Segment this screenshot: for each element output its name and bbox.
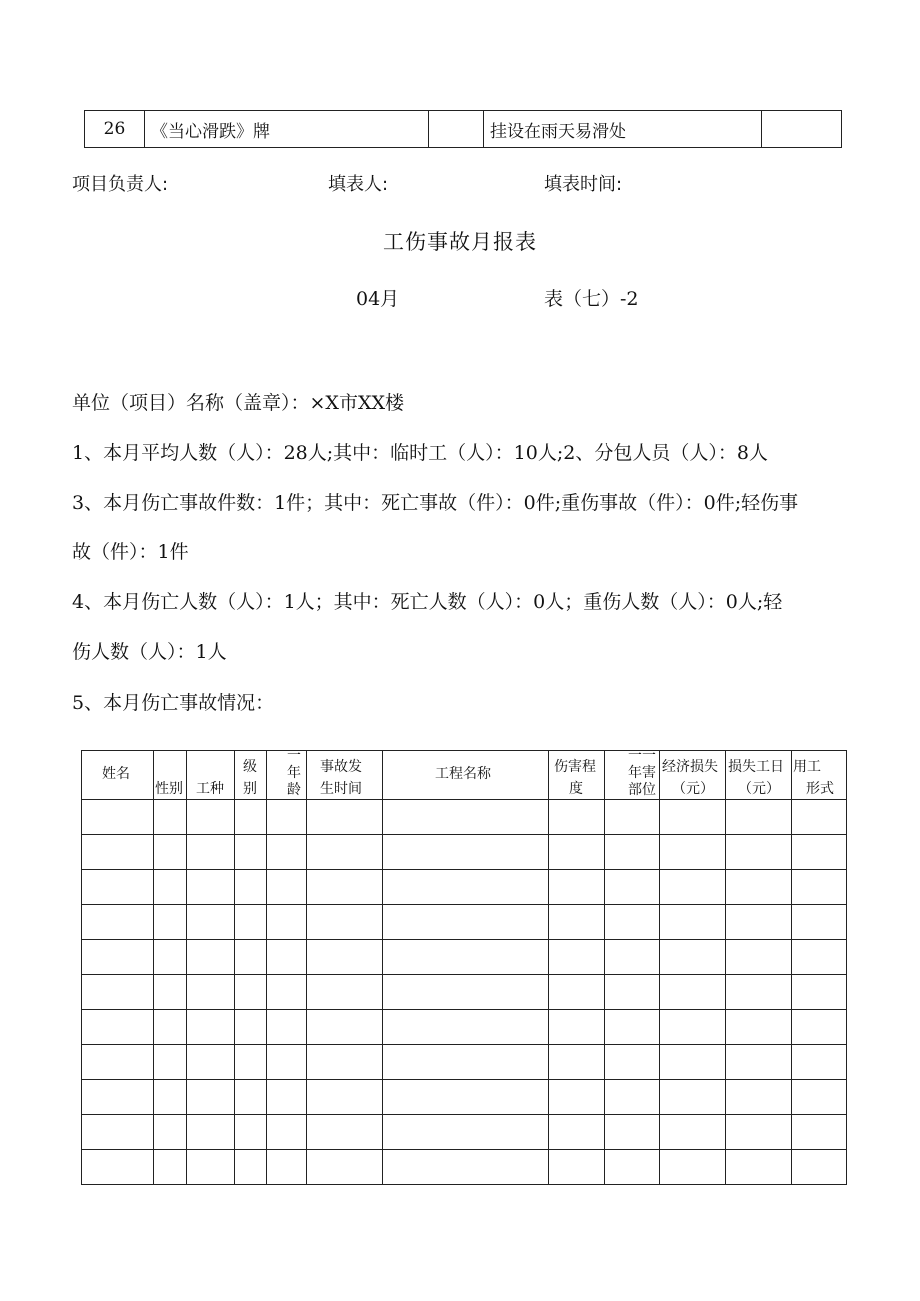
table-cell xyxy=(154,870,187,905)
table-cell xyxy=(187,870,235,905)
accident-count-line: 3、本月伤亡事故件数：1件；其中：死亡事故（件）：0件;重伤事故（件）：0件;轻伤事 xyxy=(72,492,799,514)
table-cell xyxy=(792,975,847,1010)
col-age-label-a: 一 xyxy=(287,750,301,764)
form-number: 表（七）-2 xyxy=(544,288,639,310)
col-name-label: 姓名 xyxy=(102,766,130,782)
table-cell xyxy=(82,1115,154,1150)
table-cell xyxy=(235,835,267,870)
table-header-row xyxy=(82,751,847,800)
table-row xyxy=(82,1150,847,1185)
col-project xyxy=(383,751,549,800)
table-cell xyxy=(792,1045,847,1080)
col-econ-label-a: 经济损失 xyxy=(662,759,718,775)
table-cell xyxy=(154,905,187,940)
table-cell xyxy=(660,1150,726,1185)
table-cell xyxy=(267,800,307,835)
col-time-label-b: 生时间 xyxy=(320,781,362,797)
table-cell xyxy=(187,940,235,975)
table-cell xyxy=(605,835,660,870)
table-cell xyxy=(383,870,549,905)
table-cell xyxy=(549,1080,605,1115)
col-age-label-c: 龄 xyxy=(287,782,301,798)
table-cell xyxy=(235,1080,267,1115)
table-cell xyxy=(154,1010,187,1045)
table-cell xyxy=(792,1150,847,1185)
col-employment-type xyxy=(792,751,847,800)
table-cell xyxy=(549,905,605,940)
table-cell xyxy=(154,940,187,975)
table-cell xyxy=(549,870,605,905)
col-project-label: 工程名称 xyxy=(435,766,491,782)
table-cell xyxy=(792,905,847,940)
sign-location: 挂设在雨天易滑处 xyxy=(484,111,762,148)
table-cell xyxy=(792,800,847,835)
table-cell xyxy=(549,835,605,870)
table-cell xyxy=(82,870,154,905)
col-part-label-b: 年害 xyxy=(628,765,656,781)
accident-table xyxy=(81,750,847,1185)
table-cell xyxy=(605,905,660,940)
table-cell xyxy=(187,800,235,835)
filler-label: 填表人: xyxy=(328,174,389,195)
table-cell xyxy=(307,800,383,835)
table-cell xyxy=(267,975,307,1010)
table-cell xyxy=(267,1150,307,1185)
table-cell xyxy=(235,800,267,835)
table-cell xyxy=(383,1010,549,1045)
table-cell xyxy=(726,1080,792,1115)
table-cell xyxy=(792,835,847,870)
table-cell xyxy=(267,1010,307,1045)
table-cell xyxy=(660,800,726,835)
table-row xyxy=(82,1045,847,1080)
table-cell xyxy=(82,905,154,940)
col-level xyxy=(235,751,267,800)
table-cell xyxy=(235,1115,267,1150)
table-cell xyxy=(383,1045,549,1080)
table-cell xyxy=(235,975,267,1010)
unit-name-line: 单位（项目）名称（盖章）：×X市XX楼 xyxy=(72,392,404,414)
table-cell xyxy=(82,835,154,870)
table-cell xyxy=(307,940,383,975)
table-cell xyxy=(660,940,726,975)
table-cell xyxy=(660,905,726,940)
table-cell xyxy=(154,1045,187,1080)
casualty-line-cont: 伤人数（人）：1人 xyxy=(72,641,227,663)
table-cell xyxy=(383,835,549,870)
sign-remark xyxy=(762,111,842,148)
table-cell xyxy=(307,1150,383,1185)
table-cell xyxy=(307,1115,383,1150)
col-age-label-b: 年 xyxy=(287,765,301,781)
table-cell xyxy=(235,870,267,905)
table-cell xyxy=(605,870,660,905)
table-cell xyxy=(235,1045,267,1080)
table-cell xyxy=(267,940,307,975)
table-row xyxy=(82,905,847,940)
table-cell xyxy=(383,800,549,835)
table-cell xyxy=(235,905,267,940)
col-emp-label-a: 用工 xyxy=(793,759,821,775)
safety-sign-table xyxy=(84,110,842,148)
report-month: 04月 xyxy=(356,288,400,310)
table-cell xyxy=(660,1010,726,1045)
table-cell xyxy=(235,1150,267,1185)
table-cell xyxy=(154,975,187,1010)
table-cell xyxy=(267,870,307,905)
table-cell xyxy=(605,1080,660,1115)
table-cell xyxy=(383,905,549,940)
col-level-label-b: 别 xyxy=(243,781,257,797)
table-cell xyxy=(726,975,792,1010)
table-cell xyxy=(383,940,549,975)
fill-date-label: 填表时间: xyxy=(544,174,623,195)
table-cell xyxy=(660,835,726,870)
col-job-label: 工种 xyxy=(196,781,224,797)
table-cell xyxy=(307,835,383,870)
table-row xyxy=(85,111,842,148)
table-cell xyxy=(605,1045,660,1080)
table-cell xyxy=(605,940,660,975)
table-cell xyxy=(660,870,726,905)
col-gender-label: 性别 xyxy=(155,781,183,797)
table-cell xyxy=(82,1080,154,1115)
table-cell xyxy=(267,1115,307,1150)
col-age xyxy=(267,751,307,800)
table-cell xyxy=(235,1010,267,1045)
col-time-label-a: 事故发 xyxy=(320,759,362,775)
table-cell xyxy=(154,800,187,835)
table-cell xyxy=(267,1080,307,1115)
table-cell xyxy=(307,975,383,1010)
col-lost-label-a: 损失工日 xyxy=(728,759,784,775)
table-cell xyxy=(154,1080,187,1115)
table-cell xyxy=(383,1080,549,1115)
table-cell xyxy=(383,975,549,1010)
table-row xyxy=(82,975,847,1010)
table-cell xyxy=(307,1080,383,1115)
sign-name: 《当心滑跌》牌 xyxy=(145,111,429,148)
table-cell xyxy=(549,975,605,1010)
table-cell xyxy=(549,1045,605,1080)
table-cell xyxy=(726,1115,792,1150)
manager-label: 项目负责人: xyxy=(72,174,169,195)
table-cell xyxy=(792,1115,847,1150)
table-cell xyxy=(605,1115,660,1150)
table-cell xyxy=(82,1010,154,1045)
table-cell xyxy=(82,1150,154,1185)
table-row xyxy=(82,1010,847,1045)
headcount-line: 1、本月平均人数（人）：28人;其中：临时工（人）：10人;2、分包人员（人）：8人 xyxy=(72,442,768,464)
table-cell xyxy=(154,1115,187,1150)
table-cell xyxy=(187,835,235,870)
col-level-label-a: 级 xyxy=(243,759,257,775)
col-accident-time xyxy=(307,751,383,800)
col-economic-loss xyxy=(660,751,726,800)
accident-detail-heading: 5、本月伤亡事故情况： xyxy=(72,692,275,714)
table-cell xyxy=(307,1010,383,1045)
table-cell xyxy=(605,975,660,1010)
table-cell xyxy=(792,1080,847,1115)
table-row xyxy=(82,800,847,835)
table-cell xyxy=(187,975,235,1010)
sign-quantity xyxy=(429,111,484,148)
col-econ-label-b: （元） xyxy=(672,781,714,797)
table-cell xyxy=(605,1010,660,1045)
table-cell xyxy=(187,1080,235,1115)
table-cell xyxy=(383,1115,549,1150)
accident-count-line-cont: 故（件）：1件 xyxy=(72,541,189,563)
table-cell xyxy=(187,1150,235,1185)
table-cell xyxy=(726,835,792,870)
table-cell xyxy=(549,1115,605,1150)
table-cell xyxy=(660,1045,726,1080)
table-cell xyxy=(187,1045,235,1080)
table-cell xyxy=(187,905,235,940)
col-injury-part xyxy=(605,751,660,800)
table-cell xyxy=(726,940,792,975)
table-cell xyxy=(726,1150,792,1185)
table-cell xyxy=(267,835,307,870)
col-lost-label-b: （元） xyxy=(738,781,780,797)
table-cell xyxy=(726,1010,792,1045)
col-lost-workdays xyxy=(726,751,792,800)
table-cell xyxy=(792,1010,847,1045)
table-cell xyxy=(307,905,383,940)
report-title: 工伤事故月报表 xyxy=(383,230,537,254)
col-severity xyxy=(549,751,605,800)
table-cell xyxy=(307,1045,383,1080)
table-row xyxy=(82,870,847,905)
table-cell xyxy=(792,940,847,975)
table-cell xyxy=(726,1045,792,1080)
table-cell xyxy=(187,1115,235,1150)
col-emp-label-b: 形式 xyxy=(806,781,834,797)
table-cell xyxy=(792,870,847,905)
table-cell xyxy=(726,905,792,940)
table-cell xyxy=(235,940,267,975)
table-cell xyxy=(549,800,605,835)
table-cell xyxy=(82,800,154,835)
table-cell xyxy=(549,1150,605,1185)
table-cell xyxy=(187,1010,235,1045)
table-row xyxy=(82,940,847,975)
table-cell xyxy=(267,1045,307,1080)
table-cell xyxy=(605,800,660,835)
table-cell xyxy=(267,905,307,940)
table-cell xyxy=(154,835,187,870)
table-cell xyxy=(82,940,154,975)
casualty-line: 4、本月伤亡人数（人）：1人；其中：死亡人数（人）：0人；重伤人数（人）：0人;轻 xyxy=(72,591,783,613)
col-job xyxy=(187,751,235,800)
table-row xyxy=(82,1115,847,1150)
table-cell xyxy=(660,1080,726,1115)
col-gender xyxy=(154,751,187,800)
table-cell xyxy=(660,975,726,1010)
table-cell xyxy=(549,1010,605,1045)
col-severity-label-a: 伤害程 xyxy=(554,759,596,775)
table-row xyxy=(82,835,847,870)
table-row xyxy=(82,1080,847,1115)
accident-table-body xyxy=(82,800,847,1185)
table-cell xyxy=(605,1150,660,1185)
col-part-label-a: 一一 xyxy=(628,750,656,764)
col-name xyxy=(82,751,154,800)
table-cell xyxy=(82,1045,154,1080)
col-severity-label-b: 度 xyxy=(569,781,583,797)
table-cell xyxy=(726,870,792,905)
table-cell xyxy=(383,1150,549,1185)
table-cell xyxy=(307,870,383,905)
table-cell xyxy=(660,1115,726,1150)
table-cell xyxy=(154,1150,187,1185)
col-part-label-c: 部位 xyxy=(628,782,656,798)
sign-number: 26 xyxy=(85,111,145,148)
table-cell xyxy=(726,800,792,835)
table-cell xyxy=(82,975,154,1010)
table-cell xyxy=(549,940,605,975)
